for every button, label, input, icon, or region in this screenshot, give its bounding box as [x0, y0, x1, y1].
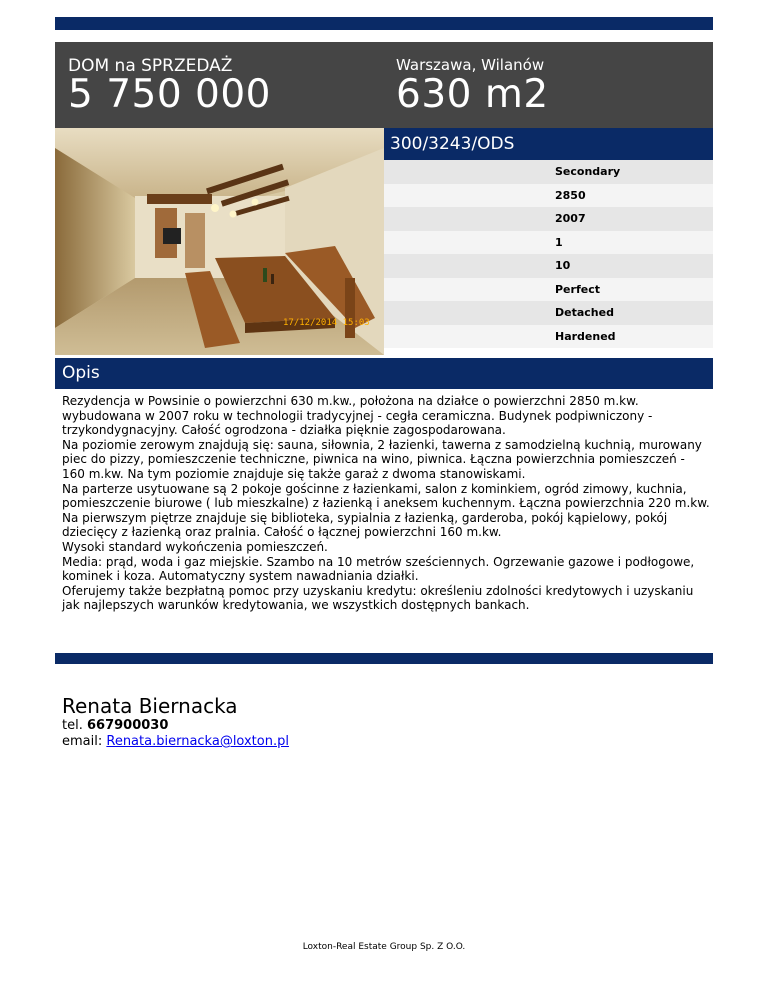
tel-label: tel.: [62, 718, 83, 733]
description-paragraph: Na pierwszym piętrze znajduje się biblioteka, sypialnia z łazienką, garderoba, pokój kąpielowy, pokój dziecięcy z łazienką oraz pralnia. Całość o łącznej powierzchni 160 m.kw.: [62, 510, 668, 540]
location: Warszawa, Wilanów: [396, 56, 545, 74]
param-row: 2850: [384, 184, 713, 208]
location-panel: [384, 42, 713, 128]
description-paragraph: Na poziomie zerowym znajdują się: sauna, siłownia, 2 łazienki, tawerna z samodzielną kuchnią, murowany piec do pizzy, pomieszczenie techniczne, piwnica na wino, piwnica. Łączna powierzchnia pomieszczeń - 160 m.kw. Na tym poziomie znajduje się także garaż z dwoma stanowiskami.: [62, 437, 702, 481]
property-photo-illustration: [55, 128, 384, 355]
description-body: [62, 394, 710, 613]
param-row: Hardened: [384, 325, 713, 349]
photo-timestamp: 17/12/2014 15:03: [283, 318, 370, 328]
agent-contact: [62, 694, 289, 750]
param-row: Perfect: [384, 278, 713, 302]
property-photo[interactable]: [55, 128, 384, 355]
offer-type: DOM na SPRZEDAŻ: [68, 56, 233, 76]
param-row: 2007: [384, 207, 713, 231]
description-paragraph: Rezydencja w Powsinie o powierzchni 630 m.kw., położona na działce o powierzchni 2850 m.kw. wybudowana w 2007 roku w technologii tradycyjnej - cegła ceramiczna. Budynek podpiwniczony - trzykondygnacyjny. Całość ogrodzona - działka pięknie zagospodarowana.: [62, 394, 653, 438]
agent-email-link[interactable]: Renata.biernacka@loxton.pl: [106, 734, 289, 749]
parameters-table: [384, 160, 713, 348]
agent-email-line: [62, 734, 289, 750]
footer-company: Loxton-Real Estate Group Sp. Z O.O.: [302, 942, 466, 952]
description-paragraph: Media: prąd, woda i gaz miejskie. Szambo na 10 metrów sześciennych. Ogrzewanie gazowe i podłogowe, kominek i koza. Automatyczny system nawadniania działki.: [62, 554, 695, 584]
email-label: email:: [62, 734, 103, 749]
description-paragraph: Oferujemy także bezpłatną pomoc przy uzyskaniu kredytu: określeniu zdolności kredytowych i uzyskaniu jak najlepszych warunków kredytowania, we wszystkich dostępnych bankach.: [62, 583, 694, 613]
agent-name: Renata Biernacka: [62, 694, 238, 718]
listing-header: [55, 42, 713, 128]
param-row: Secondary: [384, 160, 713, 184]
description-paragraph: Wysoki standard wykończenia pomieszczeń.: [62, 539, 328, 554]
param-row: Detached: [384, 301, 713, 325]
bottom-accent-bar: [55, 653, 713, 664]
param-row: 1: [384, 231, 713, 255]
area: 630 m2: [396, 72, 549, 117]
param-row: 10: [384, 254, 713, 278]
reference-number: 300/3243/ODS: [384, 128, 713, 160]
top-accent-bar: [55, 17, 713, 30]
price-panel: [55, 42, 384, 128]
price: 5 750 000: [68, 72, 271, 117]
description-paragraph: Na parterze usytuowane są 2 pokoje gościnne z łazienkami, salon z kominkiem, ogród zimowy, kuchnia, pomieszczenie biurowe ( lub mieszkalne) z łazienką i aneksem kuchennym. Łączna powierzchnia 220 m.kw.: [62, 481, 710, 511]
agent-phone[interactable]: 667900030: [86, 718, 169, 733]
description-heading: Opis: [55, 358, 713, 389]
agent-phone-line: [62, 718, 289, 734]
